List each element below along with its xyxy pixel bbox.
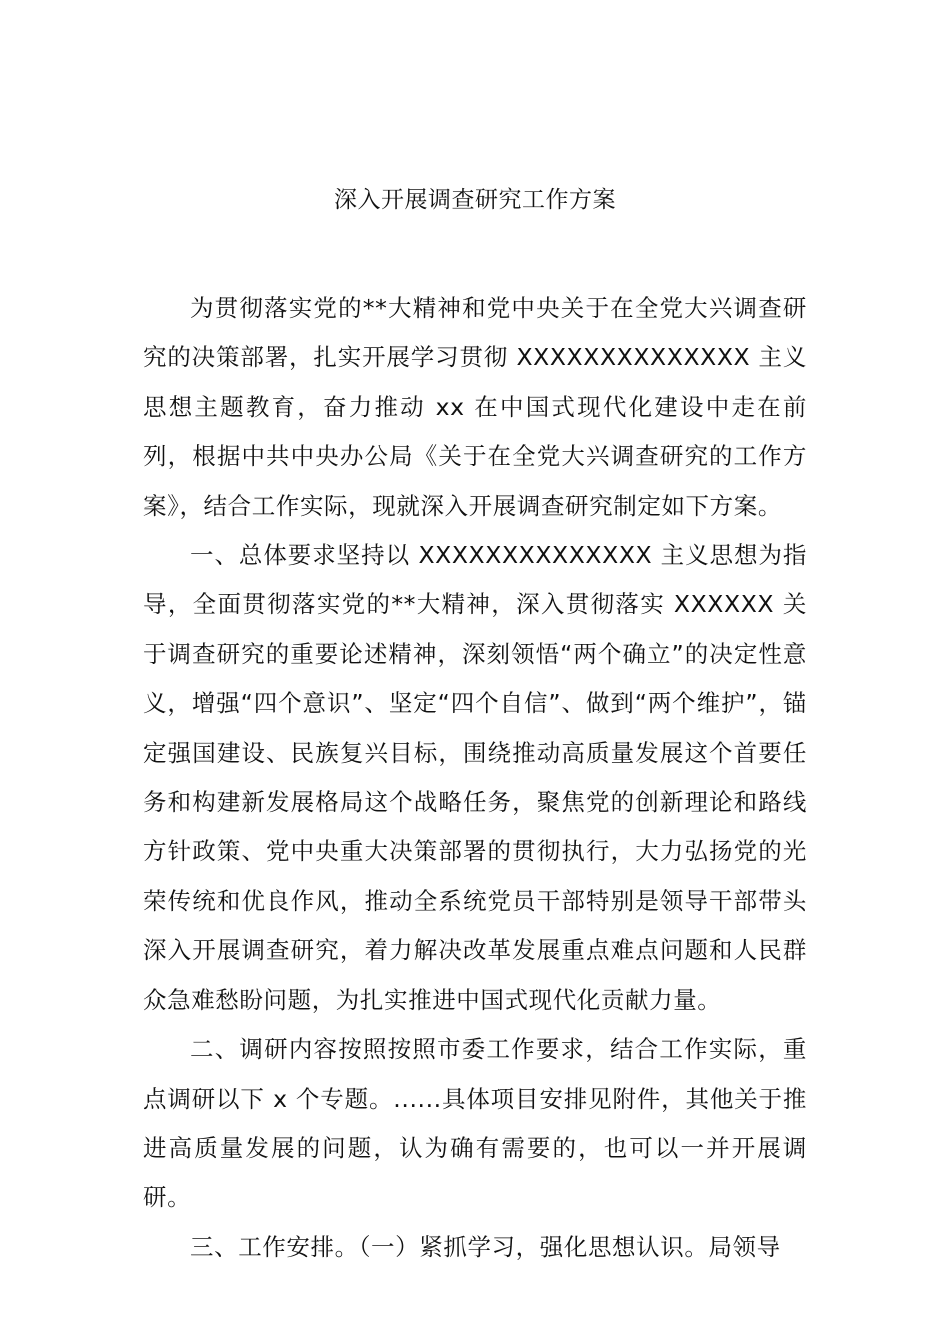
paragraph-work-arrangement: 三、工作安排。（一）紧抓学习，强化思想认识。局领导: [190, 1232, 781, 1261]
paragraph-intro: 为贯彻落实党的**大精神和党中央关于在全党大兴调查研究的决策部署，扎实开展学习贯彻 XXXXXXXXXXXXXX 主义思想主题教育，奋力推动 xx 在中国式现代化建设中走在前列，根据中共中央办公局《关于在全党大兴调查研究的工作方案》，结合工作实际，现就深入开展调查研究制定如下方案。: [143, 294, 807, 520]
document-body: [143, 284, 807, 1272]
paragraph-research-content: 二、调研内容按照按照市委工作要求，结合工作实际，重点调研以下 x 个专题。......具体项目安排见附件，其他关于推进高质量发展的问题，认为确有需要的，也可以一并开展调研。: [143, 1035, 807, 1212]
paragraph-general-requirements: 一、总体要求坚持以 XXXXXXXXXXXXXX 主义思想为指导，全面贯彻落实党的**大精神，深入贯彻落实 XXXXXX 关于调查研究的重要论述精神，深刻领悟“两个确立”的决定性意义，增强“四个意识”、坚定“四个自信”、做到“两个维护”，锚定强国建设、民族复兴目标，围绕推动高质量发展这个首要任务和构建新发展格局这个战略任务，聚焦党的创新理论和路线方针政策、党中央重大决策部署的贯彻执行，大力弘扬党的光荣传统和优良作风，推动全系统党员干部特别是领导干部带头深入开展调查研究，着力解决改革发展重点难点问题和人民群众急难愁盼问题，为扎实推进中国式现代化贡献力量。: [143, 541, 807, 1014]
document-title: 深入开展调查研究工作方案: [334, 187, 616, 213]
